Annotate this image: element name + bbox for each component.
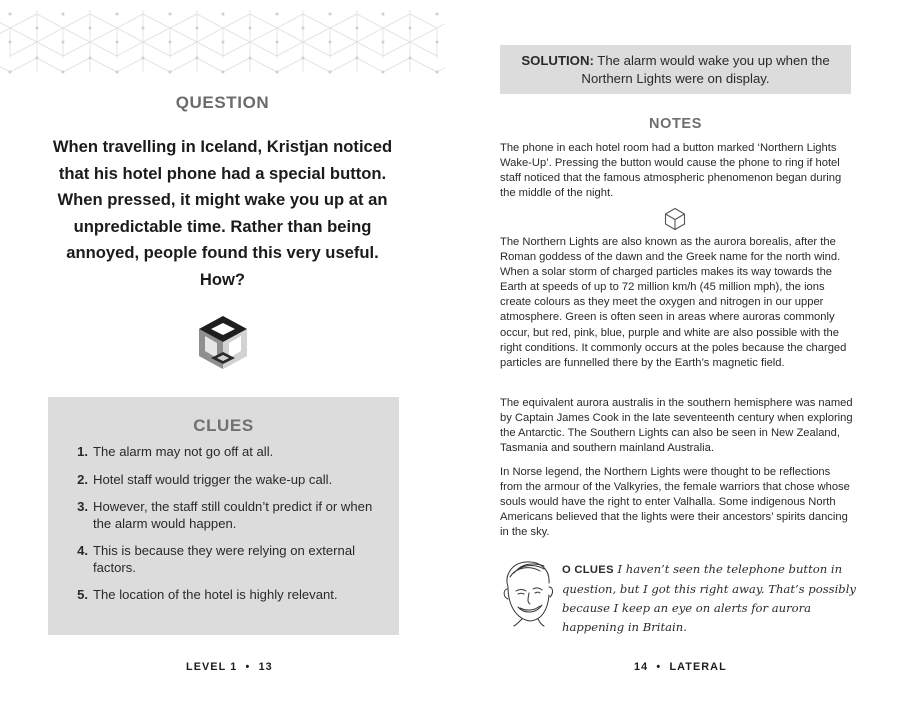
clues-panel (48, 397, 399, 635)
question-heading: QUESTION (175, 93, 270, 112)
clue-item (68, 543, 386, 576)
clue-list (68, 444, 386, 615)
page-footer-right: 14 • LATERAL (634, 661, 727, 673)
clue-number: 3. (77, 499, 88, 514)
hexagon-cube-pattern (0, 0, 445, 80)
clue-number: 2. (77, 471, 88, 487)
notes-paragraph: The Northern Lights are also known as the aurora borealis, after the Roman goddess of the dawn and the Greek name for the north wind. When a solar storm of charged particles makes its way towards the Earth at speeds of up to 72 million km/h (45 million mph), the ions create colours as they meet the oxygen and nitrogen in our upper atmosphere. Green is often seen in areas where auroras commonly occur, but red, pink, blue, purple and white are also possible with the right conditions. It commonly occurs at the poles because the charged particles are funnelled there by the Earth’s magnetic field. (500, 236, 847, 369)
clue-text: The alarm may not go off at all. (93, 444, 274, 459)
page-footer-left: LEVEL 1 • 13 (186, 661, 273, 673)
clue-number: 5. (77, 587, 88, 602)
clue-number: 4. (77, 543, 88, 558)
solution-label: SOLUTION: (521, 53, 594, 68)
author-portrait-icon (500, 557, 556, 627)
clue-item (68, 472, 386, 489)
clues-heading: CLUES (193, 416, 254, 435)
notes-paragraph: The phone in each hotel room had a button marked ‘Northern Lights Wake-Up’. Pressing the button would cause the phone to ring if hotel staff noticed that the famous atmospheric phenomenon began during the middle of the night. (500, 142, 842, 200)
clue-number: 1. (77, 444, 88, 459)
clue-item (68, 444, 386, 461)
clue-item (68, 499, 386, 532)
solution-panel (500, 45, 851, 94)
left-page (0, 0, 450, 702)
clue-item (68, 587, 386, 604)
question-text: When travelling in Iceland, Kristjan noticed that his hotel phone had a special button. When pressed, it might wake you up at an unpredictable time. Rather than being annoyed, people found this very useful. How? (52, 137, 393, 289)
author-quote: I haven’t seen the telephone button in question, but I got this right away. That’s possibly because I keep an eye on alerts for aurora happening in Britain. (562, 562, 856, 634)
notes-paragraph: In Norse legend, the Northern Lights were thought to be reflections from the armour of the Valkyries, the female warriors that chose whose souls would have the right to enter Valhalla. Some indigenous North Americans believed that the lights were their ancestors’ spirits dancing in the sky. (500, 466, 850, 539)
author-name: O CLUES (562, 564, 614, 576)
impossible-cube-icon (197, 314, 249, 370)
notes-paragraph: The equivalent aurora australis in the southern hemisphere was named by Captain James Cook in the late seventeenth century when exploring the Antarctic. The Southern Lights can also be seen in New Zealand, Tasmania and southern mainland Australia. (500, 397, 853, 455)
clue-text: However, the staff still couldn’t predict if or when the alarm would happen. (93, 499, 373, 531)
clue-text: This is because they were relying on external factors. (93, 543, 356, 575)
solution-text: The alarm would wake you up when the Northern Lights were on display. (581, 53, 830, 86)
clue-text: Hotel staff would trigger the wake-up call. (93, 471, 333, 487)
right-page (450, 0, 907, 702)
author-comment (562, 560, 862, 637)
clue-text: The location of the hotel is highly relevant. (93, 587, 338, 602)
notes-heading: NOTES (649, 116, 702, 132)
cube-outline-icon (664, 207, 686, 231)
